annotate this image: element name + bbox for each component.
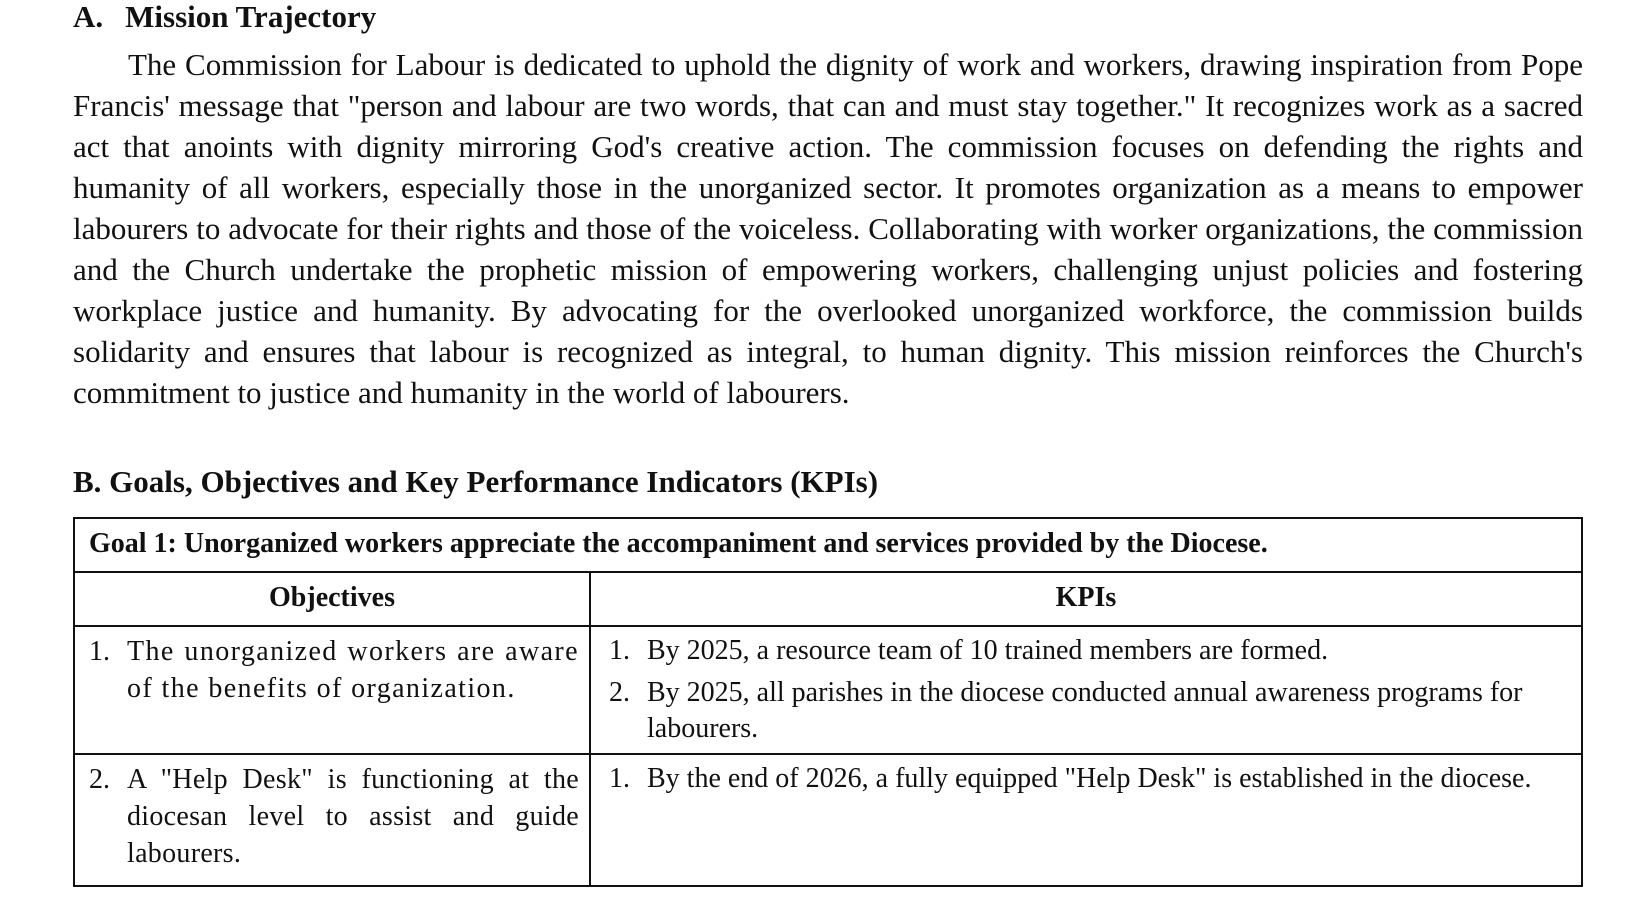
kpi-text: By the end of 2026, a fully equipped "Help Desk" is established in the diocese. (647, 763, 1532, 794)
header-row (74, 572, 1582, 626)
objective-cell (74, 626, 590, 754)
objective-text: A "Help Desk" is functioning at the diocesan level to assist and guide labourers. (127, 764, 579, 869)
kpi-cell (590, 626, 1582, 754)
objective-cell (74, 754, 590, 886)
kpi-cell (590, 754, 1582, 886)
kpi-text: By 2025, all parishes in the diocese conducted annual awareness programs for labourers. (647, 677, 1523, 744)
kpi-number: 1. (609, 635, 630, 666)
kpi-number: 1. (609, 763, 630, 794)
objective-item (89, 633, 579, 707)
table-row (74, 626, 1582, 754)
document-page (73, 0, 1583, 887)
kpi-item (609, 675, 1563, 747)
objective-item (89, 761, 579, 872)
kpi-item (609, 633, 1563, 669)
objectives-header: Objectives (74, 572, 590, 626)
section-a-heading (73, 0, 1583, 34)
section-b-heading: B. Goals, Objectives and Key Performance Indicators (KPIs) (73, 464, 879, 499)
goal-row (74, 518, 1582, 572)
section-a-letter: A. (73, 0, 104, 34)
objective-text: The unorganized workers are aware of the benefits of organization. (127, 636, 579, 704)
table-row (74, 754, 1582, 886)
kpi-item (609, 761, 1563, 797)
kpis-header: KPIs (590, 572, 1582, 626)
kpi-number: 2. (609, 677, 630, 708)
goal-1-cell: Goal 1: Unorganized workers appreciate the accompaniment and services provided by the Diocese. (74, 518, 1582, 572)
objective-number: 1. (89, 636, 110, 667)
section-a-title: Mission Trajectory (125, 0, 377, 34)
goals-kpi-table (73, 517, 1583, 887)
kpi-text: By 2025, a resource team of 10 trained members are formed. (647, 635, 1329, 666)
objective-number: 2. (89, 764, 110, 795)
mission-paragraph: The Commission for Labour is dedicated to uphold the dignity of work and workers, drawing inspiration from Pope Francis' message that "person and labour are two words, that can and must stay together." It recognizes work as a sacred act that anoints with dignity mirroring God's creative action. The commission focuses on defending the rights and humanity of all workers, especially those in the unorganized sector. It promotes organization as a means to empower labourers to advocate for their rights and those of the voiceless. Collaborating with worker organizations, the commission and the Church undertake the prophetic mission of empowering workers, challenging unjust policies and fostering workplace justice and humanity. By advocating for the overlooked unorganized workforce, the commission builds solidarity and ensures that labour is recognized as integral, to human dignity. This mission reinforces the Church's commitment to justice and humanity in the world of labourers. (73, 47, 1583, 410)
